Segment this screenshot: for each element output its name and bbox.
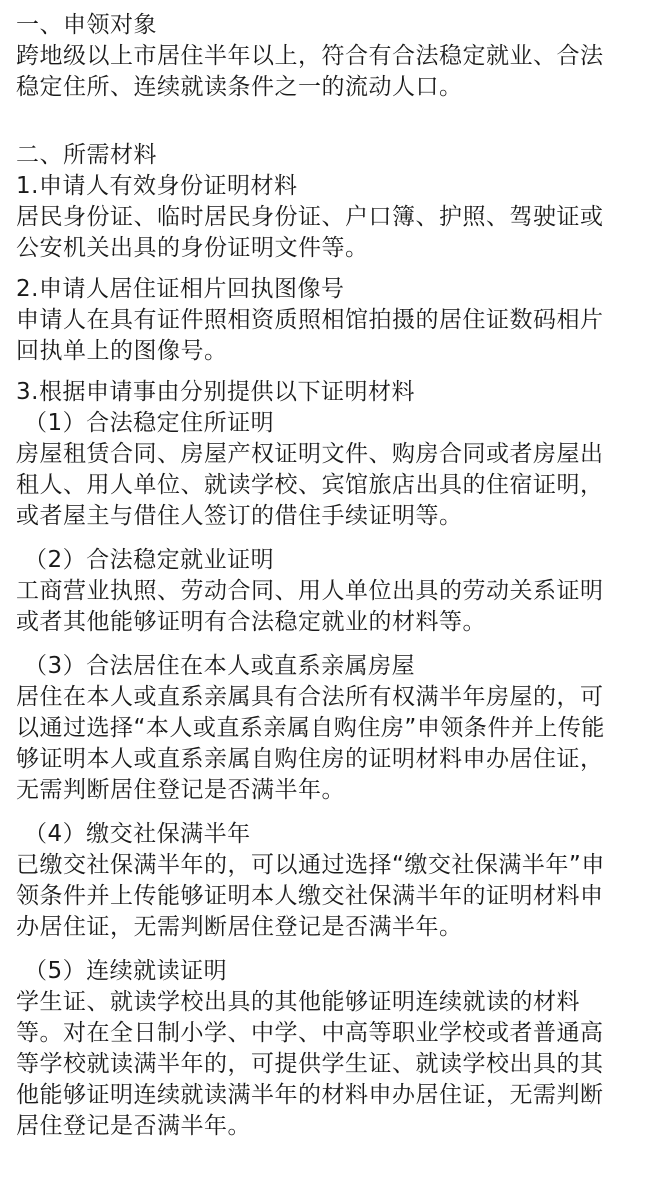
sub5-body-line: 等。对在全日制小学、中学、中高等职业学校或者普通高 (16, 1020, 604, 1046)
section1-body-line: 稳定住所、连续就读条件之一的流动人口。 (16, 74, 463, 100)
spacer (16, 532, 648, 545)
item1-body-line: 公安机关出具的身份证明文件等。 (16, 235, 369, 261)
sub3-body-line: 够证明本人或直系亲属自购住房的证明材料申办居住证， (16, 746, 604, 772)
spacer (16, 638, 648, 651)
sub1-title: （1）合法稳定住所证明 (24, 410, 275, 436)
sub3-body-line: 无需判断居住登记是否满半年。 (16, 777, 345, 803)
sub5-body-line: 居住登记是否满半年。 (16, 1113, 251, 1139)
section2-heading: 二、所需材料 (16, 142, 157, 168)
sub4-body-line: 领条件并上传能够证明本人缴交社保满半年的证明材料申 (16, 883, 604, 909)
item1-body-line: 居民身份证、临时居民身份证、户口簿、护照、驾驶证或 (16, 204, 604, 230)
sub4-body-line: 办居住证，无需判断居住登记是否满半年。 (16, 914, 463, 940)
sub1-body-line: 房屋租赁合同、房屋产权证明文件、购房合同或者房屋出 (16, 441, 604, 467)
spacer (16, 806, 648, 819)
section1-heading: 一、申领对象 (16, 12, 157, 38)
spacer (16, 367, 648, 377)
item1-title: 1.申请人有效身份证明材料 (16, 173, 298, 199)
item2-body-line: 申请人在具有证件照相资质照相馆拍摄的居住证数码相片 (16, 307, 604, 333)
sub2-title: （2）合法稳定就业证明 (24, 547, 275, 573)
sub5-body-line: 等学校就读满半年的，可提供学生证、就读学校出具的其 (16, 1051, 604, 1077)
sub3-body-line: 以通过选择“本人或直系亲属自购住房”申领条件并上传能 (16, 715, 605, 741)
sub5-body-line: 学生证、就读学校出具的其他能够证明连续就读的材料 (16, 989, 580, 1015)
sub1-body-line: 租人、用人单位、就读学校、宾馆旅店出具的住宿证明， (16, 472, 604, 498)
item2-title: 2.申请人居住证相片回执图像号 (16, 276, 345, 302)
sub3-title: （3）合法居住在本人或直系亲属房屋 (24, 653, 416, 679)
sub2-body-line: 或者其他能够证明有合法稳定就业的材料等。 (16, 609, 486, 635)
sub2-body-line: 工商营业执照、劳动合同、用人单位出具的劳动关系证明 (16, 578, 604, 604)
sub3-body-line: 居住在本人或直系亲属具有合法所有权满半年房屋的，可 (16, 684, 604, 710)
spacer (16, 264, 648, 274)
sub1-body-line: 或者屋主与借住人签订的借住手续证明等。 (16, 503, 463, 529)
section1-body-line: 跨地级以上市居住半年以上，符合有合法稳定就业、合法 (16, 43, 604, 69)
sub4-title: （4）缴交社保满半年 (24, 821, 251, 847)
sub4-body-line: 已缴交社保满半年的，可以通过选择“缴交社保满半年”申 (16, 852, 605, 878)
item2-body-line: 回执单上的图像号。 (16, 338, 228, 364)
item3-title: 3.根据申请事由分别提供以下证明材料 (16, 379, 415, 405)
sub5-title: （5）连续就读证明 (24, 958, 228, 984)
spacer (16, 103, 648, 140)
sub5-body-line: 他能够证明连续就读满半年的材料申办居住证，无需判断 (16, 1082, 604, 1108)
spacer (16, 943, 648, 956)
